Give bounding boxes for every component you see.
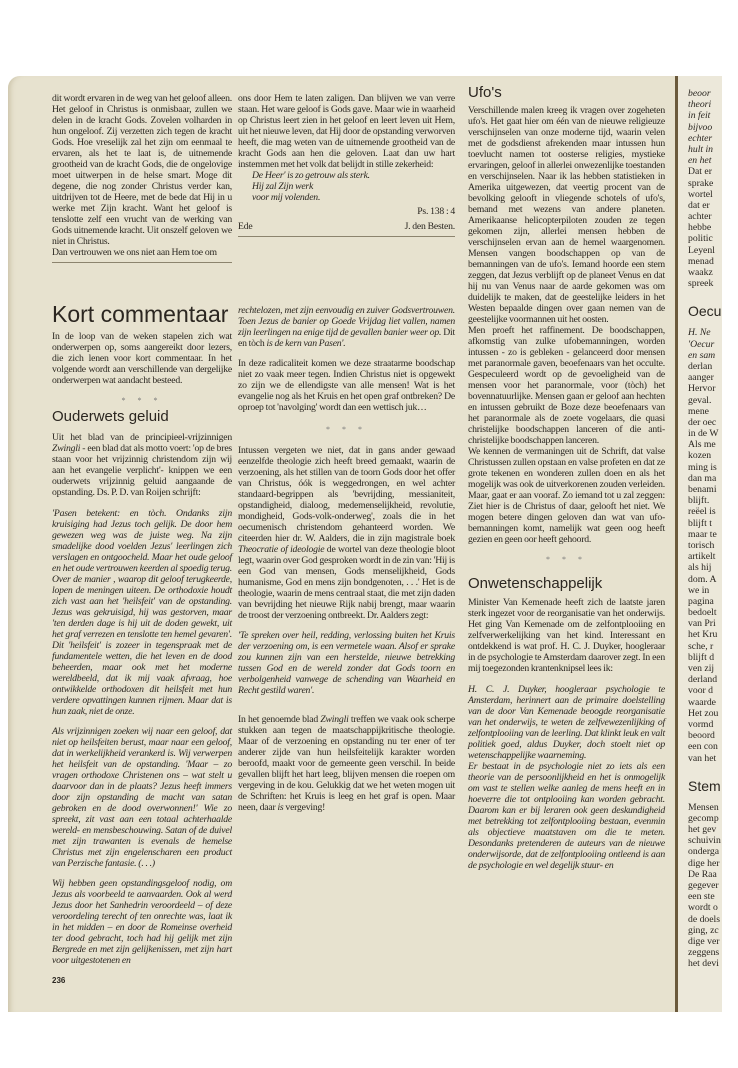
left-continuation-last-line: Dan vertrouwen we ons niet aan Hem toe om [52,247,217,258]
next-page-line: voor d [688,685,714,697]
page-number: 236 [52,976,66,985]
next-page-line: spreek [688,278,714,290]
next-page-line: maar te [688,528,717,540]
next-page-line: sche, r [688,640,714,652]
left-column [52,93,232,986]
ufos-paragraph-2: Men proeft het raffinement. De boodschappen, afkomstig van zulke ufobemanningen, worden intussen - zo is gebleken - gelanceerd door mensen met paranormale gaven, beoefenaars van het occulte. Gespeculeerd wordt op de gevoeligheid van de mensen voor het paranormale, voor (tòch) het bovennatuurlijke. Mensen gaan er geloof aan hechten en intussen gebruikt de Boze deze beoefenaars van het paranormale als de zoete vogelaars, die quasi christelijke boodschappen lanceren of die anti-christelijke boodschappen lanceren. [468,325,665,446]
section-divider [238,236,455,237]
next-page-line: De Raa [688,868,717,880]
next-page-fragment [678,76,722,1012]
text-segment: Intussen vergeten we niet, dat in gans ander gewaad eenzelfde theologie zich heeft breed gemaakt, waarin de verzoening, als het stillen van de toorn Gods door het offer van Christus, óók is weggedrongen, en wel achter standaard-begrippen als 'bevrijding, messianiteit, opstandigheid, dialoog, medemenselijkheid, revolutie, mondigheid, Gods-volk-onderweg', zoals die in het oecumenisch christendom gehanteerd worden. We citeerden hier dr. W. Aalders, die in zijn magistrale boek [238,445,455,544]
next-page-line: hult in [688,143,714,155]
next-page-line: gegever [688,880,719,891]
next-page-italic-lines [688,88,722,166]
next-page-line: kozen [688,450,712,462]
quote-van-roijen-1: 'Pasen betekent: en tòch. Ondanks zijn kruisiging had Jezus toch gelijk. De door hem gewezen weg was de juiste weg. Na zijn smadelijke dood voelden Jezus' leerlingen zich verslagen en ontgoocheld. Maar het oude geloof en het oude vertrouwen keerden al spoedig terug. Over de manier , waarop dit geloof terugkeerde, lopen de meningen uiteen. De orthodoxie houdt zich vast aan het 'heilsfeit' van de opstanding. Jezus was gekruisigd, hij was gestorven, maar 'ten derden dage is hij uit de doden gewekt, uit het graf verrezen en tenslotte ten hemel gevaren'. Dit 'heilsfeit' is zozeer in tegenspraak met de fundamentele wetten, die het leven en de dood beheerden, maar ook met het moderne wereldbeeld, dat ik mij vaak afvraag, hoe ontwikkelde orthodoxen dit heilsfeit met hun verdere opvattingen kunnen rijmen. Maar dat is hun zaak, niet de onze. [52,508,232,717]
next-page-line: dan ma [688,472,717,484]
author-place: Ede [238,221,253,232]
middle-continuation-text: ons door Hem te laten zaligen. Dan blijven we van verre staan. Het ware geloof is Gods gave. Maar wie in waarheid op Christus leert zien in het geloof en leert leven uit Hem, uit het nieuwe leven, dat Hij door de opstanding verworven heeft, die mag weten van de uitnemende grootheid van de kracht Gods aan hen die geloven. Laat dan uw hart instemmen met het volk dat belijdt in stille zekerheid: [238,93,455,170]
quote-duyker-2: Er bestaat in de psychologie niet zo iets als een theorie van de persoonlijkheid en het is onmogelijk om vast te stellen welke aanleg de mens heeft en in hoeverre die tot ontplooiing kan worden gebracht. Daarom kan er bij leraren ook geen deskundigheid met betrekking tot zelfontplooiing bestaan, evenmin als objectieve maatstaven om die te meten. Desondanks pretenderen de auteurs van de nieuwe onderwijsorde, dat de zelfontplooiing ontleend is aan de psychologie en wel degelijk stuur- en [468,761,665,871]
next-page-lines [688,361,722,764]
next-page-line: Mensen [688,801,719,813]
next-page-line: politic [688,233,713,245]
next-page-line: aanger [688,372,714,384]
separator-stars: * * * [546,555,587,564]
next-page-line: dat er [688,199,710,211]
next-page-line: wordt o [688,902,718,914]
next-page-line: Hervor [688,383,716,395]
next-page-line: een con [688,741,718,753]
quote-van-roijen-continued [238,305,455,349]
next-page-line: beoor [688,88,711,99]
quote-van-roijen-2: Als vrijzinnigen zoeken wij naar een geloof, dat niet op heilsfeiten berust, maar naar een geloof, dat in werkelijkheid verankerd is. Wij verwerpen het heilsfeit van de opstanding. 'Maar – zo vragen orthodoxe Christenen ons – wat stelt u daarvoor dan in de plaats? Jezus heeft immers door zijn opstanding de macht van satan gebroken en de dood overwonnen!' Wie zo spreekt, zit vast aan een totaal achterhaalde wereld- en mensbeschouwing. Satan of de duivel met zijn trawanten is evenals de hemelse Christus met zijn engelenscharen een product van Perzische fantasie. (. . .) [52,726,232,869]
next-page-line: het Kru [688,629,718,641]
next-page-line: en sam [688,349,716,361]
quote-duyker-1: H. C. J. Duyker, hoogleraar psychologie te Amsterdam, herinnert aan de primaire doelstelling van de door Van Kemenade beoogde reorganisatie van het onderwijs, te weten de zelfvewezenlijking of zelfontplooiing van de leerling. Dat klinkt leuk en valt politiek goed, aldus Duyker, doch stoelt niet op wetenschappelijke waarneming. [468,684,665,761]
next-page-line: mene [688,405,709,417]
separator-stars: * * * [121,396,163,405]
next-page-line: echter [688,132,713,144]
author-line [238,221,455,232]
next-page-line: torisch [688,539,715,551]
ufos-paragraph-1: Verschillende malen kreeg ik vragen over zogeheten ufo's. Het gaat hier om één van de nieuwe religieuze verschijnselen van onze moderne tijd, waarin velen met de godsdienst afrekenden maar intussen hun toevlucht namen tot oosterse religies, mystieke ervaringen, geloof in allerlei onwezenlijke toestanden en verschijnselen. Naar ik las hebben statistieken in Amerika uitgewezen, dat veertig procent van de bevolking gelooft in vliegende schotels of ufo's, bemand met wezens van andere planeten. Amerikaanse helicopterpiloten zouden ze tegen gekomen zijn, allerlei mensen hebben de verschijnselen ervan aan de hemel waargenomen. Mensen vangen boodschappen op van de bemanningen van de ufo's. Iemand hoorde een stem zeggen, dat Jezus verblijft op de planeet Venus en dat hij nu van Venus naar de aarde gekomen was om duidelijk te maken, dat de geestelijke leiders in het Westen bepaalde dingen over gaan nemen van de geestelijke voormannen uit het oosten. [468,105,665,325]
next-page-line: Leyenl [688,244,715,256]
text-segment: vergeving! [283,802,326,813]
next-page-line: gecomp [688,812,719,824]
next-page-line: blijft t [688,517,712,529]
right-column [468,84,665,871]
next-page-text [678,76,722,970]
next-page-line: vormd [688,718,714,730]
next-page-line: sprake [688,177,714,189]
text-segment: Uit het blad van de principieel-vrijzinnigen [52,432,232,443]
text-segment: - een blad dat als motto voert: 'op de bres staan voor het vrijzinnig christendom zijn wij aan het evangelie verplicht'- knippen we een ouderwets vrijzinnig geluid aangaande de opstanding. Ds. P. D. van Roijen schrijft: [52,443,232,498]
next-page-line: dom. A [688,573,717,585]
left-continuation-text: dit wordt ervaren in de weg van het geloof alleen. Het geloof in Christus is onmisbaar, zullen we delen in de kracht Gods. Zovelen volharden in hun ongeloof. Zij verzetten zich tegen de kracht Gods. Hoe vreselijk zal het zijn om eenmaal te ervaren, als het te laat is, de uitnemende grootheid van de kracht Gods, die de ongelovige moet uitwerpen in de helse smart. Moge dit degene, die nog zonder Christus verder kan, uitdrijven tot de Heere, met de bede dat Hij in u werke met Zijn kracht. Want het geloof is tenslotte zelf een vrucht van de werking van Gods uitnemende kracht. Uit onszelf geloven we niet in Christus. [52,93,232,247]
italic-text-segment: is de kern van Pasen'. [266,338,346,349]
next-page-line: en het [688,155,712,167]
section-title-ufos: Ufo's [468,84,502,101]
author-name: J. den Besten. [404,221,455,232]
text-segment: treffen we vaak ook scherpe stukken aan tegen de maatschappijkritische theologie. Maar of de verzoening en opstanding nu ter ener of ter anderer zijde van hun heilsfeitelijk karakter worden beroofd, maakt voor de gemeente geen verschil. In beide gevallen blijft het hart leeg, blijven mensen die roepen om vergeving in de kou. Gelukkig dat we het weten mogen uit de Schriften: het Kruis is leeg en het graf is open. Maar neen, daar [238,714,455,813]
next-page-line: van het [688,752,717,764]
next-page-line: der oec [688,416,717,428]
next-page-line: Dat er [688,166,712,178]
italic-text-segment: Zwingli [52,443,81,454]
next-page-line: Het zou [688,707,719,719]
next-page-line: als hij [688,562,712,574]
ouderwets-paragraph [52,432,232,498]
next-page-line: blijft d [688,651,715,663]
next-page-line: ming is [688,461,717,473]
next-page-line: achter [688,211,712,223]
next-page-line: ven zij [688,663,715,674]
next-page-line: benami [688,484,717,495]
next-page-line: reëel is [688,506,716,518]
psalm-line: voor mij volenden. [252,192,321,203]
italic-text-segment: is [277,802,284,813]
next-page-line: ging, zc [688,924,719,936]
next-page-heading-oecu: Oecu [688,303,722,320]
next-page-line: menad [688,255,714,267]
ufos-paragraph-3: We kennen de vermaningen uit de Schrift, dat valse Christussen zullen opstaan en valse profeten en dat ze grote tekenen en wonderen zullen doen en als het mogelijk was ook de uitverkorenen zouden verleiden. Maar, gaat er aan vooraf. Zo iemand tot u zal zeggen: Ziet hier is de Christus of daar, gelooft het niet. We mogen betere dingen geloven dan wat van ufo-bemanningen komt, namelijk wat geen oog heeft gezien en geen oor heeft gehoord. [468,446,665,545]
next-page-line: het devi [688,958,719,970]
next-page-line: bedoelt [688,607,717,619]
text-segment: In het genoemde blad [238,714,321,725]
kort-intro: In de loop van de weken stapelen zich wat onderwerpen op, soms aangereikt door lezers, die zich lenen voor kort commentaar. In het volgende wordt aan verschillende van dergelijke onderwerpen wat aandacht besteed. [52,331,232,386]
next-page-line: zeggens [688,947,720,959]
next-page-line: waarde [688,696,716,708]
psalm-reference: Ps. 138 : 4 [417,206,455,217]
section-title-kort-commentaar: Kort commentaar [52,301,229,327]
next-page-line: waakz [688,267,713,278]
next-page-line: we in [688,584,710,596]
next-page-line: blijft. [688,495,710,507]
next-page-line: beoord [688,730,715,742]
next-page-line: onderga [688,846,720,858]
section-title-onwetenschappelijk: Onwetenschappelijk [468,575,603,592]
next-page-lines [688,166,722,289]
next-page-line: 'Oecur [688,338,715,350]
intussen-paragraph [238,445,455,621]
zwingli-paragraph [238,714,455,813]
next-page-line: in de W [688,428,719,440]
next-page-line: van Pri [688,618,716,630]
quote-aalders: 'Te spreken over heil, redding, verlossing buiten het Kruis der verzoening om, is een vermetele waan. Alsof er sprake zou kunnen zijn van een herstelde, nieuwe betrekking tussen God en de wereld zonder dat Gods toorn en verbolgenheid vanwege de schending van Waarheid en Recht gestild waren'. [238,630,455,696]
italic-text-segment: Zwingli [320,714,349,725]
text-segment: de wortel van deze theologie bloot legt, waarin over God gesproken wordt in de zin van: 'Hij is een God van mensen, Gods menselijkheid, Gods humanisme, God en mens zijn bondgenoten, . . .' Het is de theologie, waarin de mens centraal staat, die met zijn daden van bevrijding het nieuwe Rijk nabij brengt, maar waarin de troost der verzoening ontbreekt. Dr. Aalders zegt: [238,544,455,621]
next-page-line: in feit [688,110,711,122]
next-page-line: geval. [688,394,712,406]
italic-text-segment: Theocratie of ideologie [238,544,325,555]
next-page-line: een ste [688,891,715,903]
psalm-line: Hij zal Zijn werk [252,181,314,192]
next-page-line: wortel [688,188,713,200]
middle-column [238,93,455,813]
next-page-line: derlan [688,360,713,372]
psalm-quote [252,170,455,203]
next-page-line: hebbe [688,222,712,234]
next-page-italic-lines [688,327,722,361]
section-divider [52,262,232,263]
next-page-line: H. Ne [688,327,711,339]
next-page-heading-stem: Stem [688,777,721,794]
next-page-line: schuivin [688,835,721,847]
text-segment: Dit en tòch [238,327,455,349]
next-page-line: theori [688,99,712,111]
next-page-lines [688,802,722,970]
next-page-line: bijvoo [688,121,713,133]
radicaliteit-paragraph: In deze radicaliteit komen we deze straatarme boodschap niet zo vaak meer tegen. Indien Christus niet is opgewekt zo zijn we de ellendigste van alle mensen! Wat is het evangelie nog als het Kruis en het open graf ontbreken? De oproep tot 'navolging' wordt dan een wettisch juk… [238,358,455,413]
separator-stars: * * * [326,425,367,434]
next-page-line: de doels [688,913,721,925]
next-page-line: derland [688,674,718,686]
next-page-line: het gev [688,824,717,836]
next-page-line: dige her [688,857,720,869]
section-title-ouderwets-geluid: Ouderwets geluid [52,408,169,425]
psalm-line: De Heer' is zo getrouw als sterk. [252,170,370,181]
quote-van-roijen-3: Wij hebben geen opstandingsgeloof nodig, om Jezus als voorbeeld te aanvaarden. Ook al werd Jezus door het Sanhedrin veroordeeld – of deze veroordeling terecht of ten onrechte was, laat ik in het midden – en door de Romeinse overheid ter dood gebracht, toch had hij gelijk met zijn Bergrede en met zijn gelijkenissen, met zijn hart voor uitgestotenen en [52,878,232,966]
next-page-line: Als me [688,439,716,451]
next-page-line: pagina [688,595,714,607]
italic-text-segment: rechtelozen, met zijn eenvoudig en zuiver Godsvertrouwen. Toen Jezus de banier op Goede Vrijdag liet vallen, namen zijn leerlingen na enige tijd de gevallen banier weer op. [238,305,455,338]
next-page-line: artikelt [688,551,716,563]
next-page-line: dige ver [688,935,720,947]
onwetenschappelijk-paragraph: Minister Van Kemenade heeft zich de laatste jaren sterk ingezet voor de reorganisatie van het onderwijs. Het ging Van Kemenade om de zelfontplooiing en zelfverwerkelijking van het kind. Interessant en ontdekkend is wat prof. H. C. J. Duyker, hoogleraar in de psychologie te Amsterdam daarover zegt. In een mij toegezonden krantenknipsel lees ik: [468,597,665,674]
